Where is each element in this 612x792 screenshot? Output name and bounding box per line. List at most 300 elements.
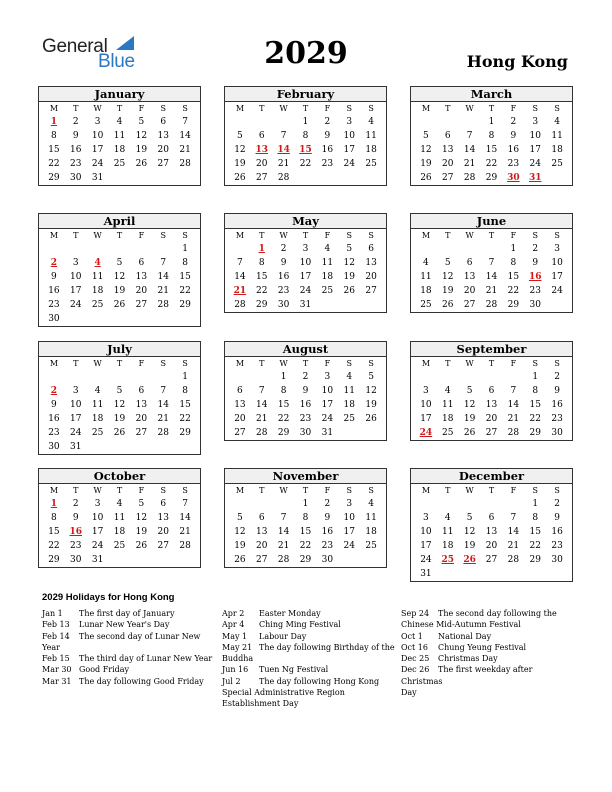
- day-cell: 12: [113, 400, 126, 410]
- day-cell: 20: [463, 286, 476, 296]
- weekday-header: M: [421, 486, 431, 495]
- day-cell: 19: [463, 414, 476, 424]
- day-cell: 2: [324, 499, 331, 509]
- day-cell: 18: [91, 286, 104, 296]
- holiday-row: [401, 631, 571, 642]
- weekday-header: S: [554, 359, 560, 368]
- holiday-day-cell: 2: [50, 258, 58, 268]
- day-cell: 25: [365, 541, 377, 551]
- empty-cell: [459, 242, 481, 256]
- day-cell: 17: [321, 400, 334, 410]
- day-cell: 21: [463, 159, 476, 169]
- empty-cell: [251, 115, 273, 129]
- day-cell: 16: [299, 400, 312, 410]
- day-cell: 31: [91, 173, 104, 183]
- weekday-header: W: [93, 486, 102, 495]
- weekday-header: T: [116, 486, 123, 495]
- day-cell: 7: [510, 386, 517, 396]
- holiday-date: Mar 31: [42, 676, 72, 686]
- day-cell: 5: [237, 513, 243, 523]
- weekday-header: S: [182, 231, 188, 240]
- empty-cell: [437, 497, 459, 511]
- day-cell: 15: [485, 145, 498, 155]
- day-cell: 20: [256, 159, 268, 169]
- weekday-header: S: [346, 359, 352, 368]
- empty-cell: [229, 115, 251, 129]
- day-cell: 24: [299, 286, 312, 296]
- weekday-header: S: [160, 359, 166, 368]
- day-cell: 20: [157, 527, 169, 537]
- day-cell: 8: [302, 131, 309, 141]
- day-cell: 21: [507, 414, 520, 424]
- weekday-header: F: [510, 104, 517, 113]
- day-cell: 17: [70, 286, 82, 296]
- weekday-header: W: [279, 359, 288, 368]
- holiday-name: The second day following the: [438, 609, 557, 618]
- day-cell: 30: [299, 428, 312, 438]
- empty-cell: [87, 242, 109, 256]
- day-cell: 29: [179, 300, 191, 310]
- empty-cell: [415, 115, 437, 129]
- day-cell: 14: [463, 145, 476, 155]
- month-september: [410, 341, 573, 441]
- day-cell: 18: [420, 286, 432, 296]
- day-cell: 27: [157, 541, 169, 551]
- day-cell: 26: [442, 300, 454, 310]
- holiday-day-cell: 30: [507, 173, 520, 183]
- day-cell: 27: [256, 555, 268, 565]
- month-title: July: [39, 342, 200, 357]
- day-cell: 22: [48, 541, 60, 551]
- holiday-column: [401, 608, 571, 698]
- day-cell: 3: [423, 513, 429, 523]
- day-cell: 25: [551, 159, 563, 169]
- holiday-row: [42, 631, 217, 654]
- day-cell: 7: [510, 513, 517, 523]
- empty-cell: [273, 115, 295, 129]
- day-cell: 7: [280, 513, 287, 523]
- day-cell: 20: [135, 414, 148, 424]
- day-grid: [39, 357, 200, 454]
- day-cell: 8: [280, 386, 287, 396]
- day-cell: 10: [91, 131, 104, 141]
- day-cell: 10: [70, 400, 82, 410]
- day-cell: 19: [113, 286, 126, 296]
- day-cell: 4: [444, 386, 451, 396]
- day-grid: [225, 229, 386, 312]
- day-cell: 24: [343, 541, 355, 551]
- day-cell: 17: [70, 414, 82, 424]
- holiday-name: Ching Ming Festival: [259, 620, 341, 630]
- holiday-row: [222, 619, 397, 630]
- day-cell: 7: [466, 131, 473, 141]
- empty-cell: [87, 370, 109, 384]
- day-cell: 25: [321, 286, 334, 296]
- country-name: Hong Kong: [466, 52, 568, 71]
- day-cell: 12: [113, 272, 126, 282]
- day-cell: 13: [135, 272, 148, 282]
- day-cell: 28: [157, 428, 169, 438]
- month-january: [38, 86, 201, 186]
- weekday-header: F: [138, 486, 145, 495]
- day-cell: 11: [91, 400, 104, 410]
- day-cell: 18: [442, 414, 454, 424]
- day-cell: 12: [234, 145, 246, 155]
- day-cell: 18: [113, 145, 126, 155]
- day-cell: 11: [442, 527, 454, 537]
- day-cell: 27: [442, 173, 454, 183]
- weekday-header: M: [235, 104, 245, 113]
- day-cell: 11: [365, 513, 377, 523]
- day-cell: 8: [488, 131, 495, 141]
- holiday-name: Easter Monday: [259, 609, 321, 618]
- day-cell: 30: [321, 555, 334, 565]
- day-cell: 6: [368, 244, 374, 254]
- weekday-header: W: [279, 231, 288, 240]
- day-cell: 28: [179, 159, 191, 169]
- day-grid: [411, 229, 572, 312]
- day-cell: 8: [182, 258, 188, 268]
- holiday-day-cell: 1: [50, 499, 58, 509]
- weekday-header: S: [160, 104, 166, 113]
- weekday-header: S: [346, 104, 352, 113]
- day-cell: 25: [365, 159, 377, 169]
- month-may: [224, 213, 387, 313]
- day-cell: 11: [551, 131, 563, 141]
- empty-cell: [502, 370, 524, 384]
- holiday-row: [222, 642, 397, 653]
- day-cell: 31: [321, 428, 334, 438]
- day-cell: 18: [113, 527, 126, 537]
- day-cell: 18: [365, 527, 377, 537]
- day-cell: 13: [135, 400, 148, 410]
- weekday-header: T: [445, 486, 451, 495]
- day-cell: 23: [551, 414, 563, 424]
- day-cell: 12: [463, 527, 476, 537]
- day-cell: 13: [365, 258, 377, 268]
- day-cell: 5: [116, 386, 123, 396]
- month-april: [38, 213, 201, 327]
- empty-cell: [415, 242, 437, 256]
- day-cell: 19: [234, 159, 246, 169]
- day-cell: 13: [157, 513, 169, 523]
- day-cell: 2: [72, 499, 79, 509]
- holiday-date: Feb 14: [42, 631, 70, 641]
- day-cell: 2: [302, 372, 309, 382]
- holiday-name: Good Friday: [79, 665, 130, 675]
- day-cell: 1: [532, 372, 539, 382]
- day-cell: 28: [277, 173, 290, 183]
- day-cell: 12: [343, 258, 355, 268]
- day-cell: 9: [72, 513, 79, 523]
- day-cell: 23: [70, 541, 82, 551]
- day-cell: 18: [442, 541, 454, 551]
- day-cell: 23: [507, 159, 520, 169]
- day-cell: 27: [256, 173, 268, 183]
- day-cell: 3: [72, 258, 79, 268]
- day-cell: 23: [48, 428, 60, 438]
- holiday-name: The second day of Lunar New Year: [42, 631, 201, 652]
- weekday-header: S: [182, 359, 188, 368]
- holiday-name: Tuen Ng Festival: [259, 665, 329, 675]
- holiday-name: The first day of January: [79, 609, 175, 618]
- weekday-header: T: [73, 104, 79, 113]
- day-cell: 17: [551, 272, 563, 282]
- holiday-row: [222, 664, 397, 675]
- weekday-header: S: [554, 231, 560, 240]
- day-cell: 23: [321, 159, 334, 169]
- day-cell: 15: [179, 272, 191, 282]
- day-cell: 18: [91, 414, 104, 424]
- holiday-date: Feb 15: [42, 654, 70, 664]
- empty-cell: [481, 497, 503, 511]
- weekday-header: T: [73, 359, 79, 368]
- day-cell: 23: [529, 286, 541, 296]
- day-cell: 16: [507, 145, 520, 155]
- day-cell: 20: [485, 541, 498, 551]
- day-cell: 15: [48, 145, 60, 155]
- day-cell: 10: [343, 131, 355, 141]
- day-cell: 28: [507, 428, 520, 438]
- day-cell: 4: [116, 499, 123, 509]
- weekday-header: T: [445, 231, 451, 240]
- day-cell: 6: [237, 386, 243, 396]
- empty-cell: [459, 115, 481, 129]
- day-cell: 11: [321, 258, 334, 268]
- day-cell: 3: [346, 117, 353, 127]
- day-grid: [411, 484, 572, 581]
- holiday-date: Feb 13: [42, 620, 70, 630]
- weekday-header: W: [279, 104, 288, 113]
- day-cell: 1: [302, 117, 309, 127]
- day-cell: 22: [48, 159, 60, 169]
- holiday-name-continued: Day: [401, 688, 417, 698]
- day-cell: 15: [256, 272, 268, 282]
- day-cell: 19: [135, 527, 148, 537]
- day-cell: 27: [157, 159, 169, 169]
- day-cell: 14: [234, 272, 246, 282]
- day-cell: 7: [182, 117, 188, 127]
- day-cell: 29: [179, 428, 191, 438]
- month-title: May: [225, 214, 386, 229]
- weekday-header: F: [510, 359, 517, 368]
- day-cell: 23: [70, 159, 82, 169]
- day-cell: 6: [258, 131, 265, 141]
- month-november: [224, 468, 387, 568]
- holiday-date: Mar 30: [42, 665, 72, 675]
- logo-text-blue: Blue: [98, 51, 135, 72]
- weekday-header: W: [279, 486, 288, 495]
- day-cell: 29: [507, 300, 520, 310]
- weekday-header: S: [368, 104, 374, 113]
- weekday-header: S: [160, 231, 166, 240]
- day-cell: 27: [135, 428, 148, 438]
- day-cell: 16: [321, 527, 334, 537]
- holiday-day-cell: 4: [94, 258, 101, 268]
- holiday-day-cell: 21: [233, 286, 247, 296]
- day-cell: 27: [234, 428, 246, 438]
- empty-cell: [459, 370, 481, 384]
- day-cell: 2: [554, 372, 560, 382]
- day-cell: 29: [529, 555, 541, 565]
- weekday-header: S: [532, 359, 538, 368]
- day-cell: 10: [91, 513, 104, 523]
- day-cell: 8: [51, 131, 57, 141]
- holiday-day-cell: 13: [255, 145, 269, 155]
- empty-cell: [43, 242, 65, 256]
- empty-cell: [481, 370, 503, 384]
- day-cell: 12: [135, 131, 148, 141]
- day-cell: 28: [485, 300, 498, 310]
- holiday-column: [222, 608, 397, 710]
- weekday-header: W: [465, 486, 474, 495]
- weekday-header: F: [324, 231, 331, 240]
- day-cell: 14: [485, 272, 498, 282]
- day-cell: 22: [507, 286, 520, 296]
- day-cell: 26: [113, 300, 126, 310]
- day-cell: 2: [72, 117, 79, 127]
- day-cell: 15: [299, 527, 312, 537]
- holiday-date: Dec 26: [401, 665, 430, 675]
- day-cell: 18: [551, 145, 563, 155]
- weekday-header: S: [532, 231, 538, 240]
- holiday-row: [42, 653, 217, 664]
- holiday-row: [42, 608, 217, 619]
- weekday-header: T: [116, 359, 123, 368]
- day-cell: 21: [507, 541, 520, 551]
- day-cell: 25: [91, 300, 104, 310]
- weekday-header: S: [368, 486, 374, 495]
- holiday-row: [401, 608, 571, 619]
- day-grid: [411, 102, 572, 185]
- weekday-header: S: [160, 486, 166, 495]
- day-cell: 1: [488, 117, 495, 127]
- day-cell: 5: [138, 499, 145, 509]
- day-cell: 30: [48, 314, 60, 324]
- day-cell: 26: [135, 541, 148, 551]
- weekday-header: T: [302, 486, 309, 495]
- day-cell: 11: [343, 386, 355, 396]
- day-cell: 5: [138, 117, 145, 127]
- day-grid: [39, 229, 200, 326]
- day-cell: 1: [182, 372, 188, 382]
- day-cell: 12: [442, 272, 454, 282]
- empty-cell: [65, 242, 87, 256]
- day-cell: 6: [258, 513, 265, 523]
- holiday-day-cell: 25: [441, 555, 455, 565]
- holiday-row: [401, 653, 571, 664]
- day-cell: 21: [277, 541, 290, 551]
- weekday-header: T: [116, 231, 123, 240]
- page-title-year: 2029: [264, 36, 348, 71]
- day-cell: 21: [256, 414, 268, 424]
- holiday-name: Labour Day: [259, 631, 307, 641]
- weekday-header: F: [510, 231, 517, 240]
- day-cell: 28: [507, 555, 520, 565]
- holiday-name-continued: Chinese Mid-Autumn Festival: [401, 620, 521, 630]
- day-cell: 19: [442, 286, 454, 296]
- day-cell: 10: [70, 272, 82, 282]
- day-cell: 24: [551, 286, 563, 296]
- day-cell: 3: [324, 372, 331, 382]
- holiday-day-cell: 2: [50, 386, 58, 396]
- holiday-day-cell: 31: [528, 173, 542, 183]
- day-cell: 26: [463, 428, 476, 438]
- day-cell: 28: [234, 300, 246, 310]
- day-cell: 31: [299, 300, 312, 310]
- day-cell: 5: [466, 386, 473, 396]
- holiday-day-cell: 14: [277, 145, 290, 155]
- holiday-day-cell: 1: [258, 244, 265, 254]
- empty-cell: [437, 115, 459, 129]
- day-cell: 10: [299, 258, 312, 268]
- day-cell: 5: [237, 131, 243, 141]
- weekday-header: W: [93, 359, 102, 368]
- day-cell: 8: [302, 513, 309, 523]
- day-cell: 7: [280, 131, 287, 141]
- weekday-header: S: [182, 486, 188, 495]
- day-cell: 24: [70, 300, 82, 310]
- day-cell: 24: [321, 414, 334, 424]
- holiday-row: [222, 676, 397, 687]
- day-cell: 4: [554, 117, 560, 127]
- day-cell: 17: [299, 272, 312, 282]
- day-cell: 30: [529, 300, 541, 310]
- weekday-header: M: [421, 104, 431, 113]
- day-grid: [411, 357, 572, 440]
- month-august: [224, 341, 387, 441]
- day-cell: 1: [302, 499, 309, 509]
- day-cell: 7: [237, 258, 243, 268]
- holiday-day-cell: 26: [463, 555, 476, 565]
- weekday-header: T: [259, 359, 265, 368]
- day-cell: 22: [299, 159, 312, 169]
- day-cell: 15: [179, 400, 191, 410]
- holiday-date: Jun 16: [222, 665, 249, 675]
- weekday-header: T: [302, 231, 309, 240]
- day-cell: 30: [277, 300, 290, 310]
- day-cell: 27: [365, 286, 377, 296]
- day-cell: 23: [299, 414, 312, 424]
- day-cell: 9: [324, 513, 331, 523]
- day-cell: 18: [343, 400, 355, 410]
- day-cell: 31: [70, 442, 82, 452]
- weekday-header: W: [93, 231, 102, 240]
- day-cell: 25: [113, 541, 126, 551]
- weekday-header: F: [324, 359, 331, 368]
- day-cell: 22: [529, 541, 541, 551]
- weekday-header: M: [421, 359, 431, 368]
- day-cell: 30: [70, 555, 82, 565]
- day-cell: 2: [510, 117, 517, 127]
- weekday-header: T: [73, 231, 79, 240]
- holiday-name: Lunar New Year's Day: [79, 620, 170, 630]
- day-cell: 27: [485, 555, 498, 565]
- day-cell: 7: [182, 499, 188, 509]
- day-cell: 15: [277, 400, 290, 410]
- day-cell: 16: [70, 145, 82, 155]
- weekday-header: T: [259, 104, 265, 113]
- day-cell: 19: [113, 414, 126, 424]
- day-cell: 16: [551, 400, 563, 410]
- day-cell: 16: [48, 286, 60, 296]
- month-july: [38, 341, 201, 455]
- day-cell: 14: [179, 131, 191, 141]
- day-cell: 26: [113, 428, 126, 438]
- empty-cell: [437, 370, 459, 384]
- weekday-header: T: [488, 231, 495, 240]
- day-cell: 9: [510, 131, 517, 141]
